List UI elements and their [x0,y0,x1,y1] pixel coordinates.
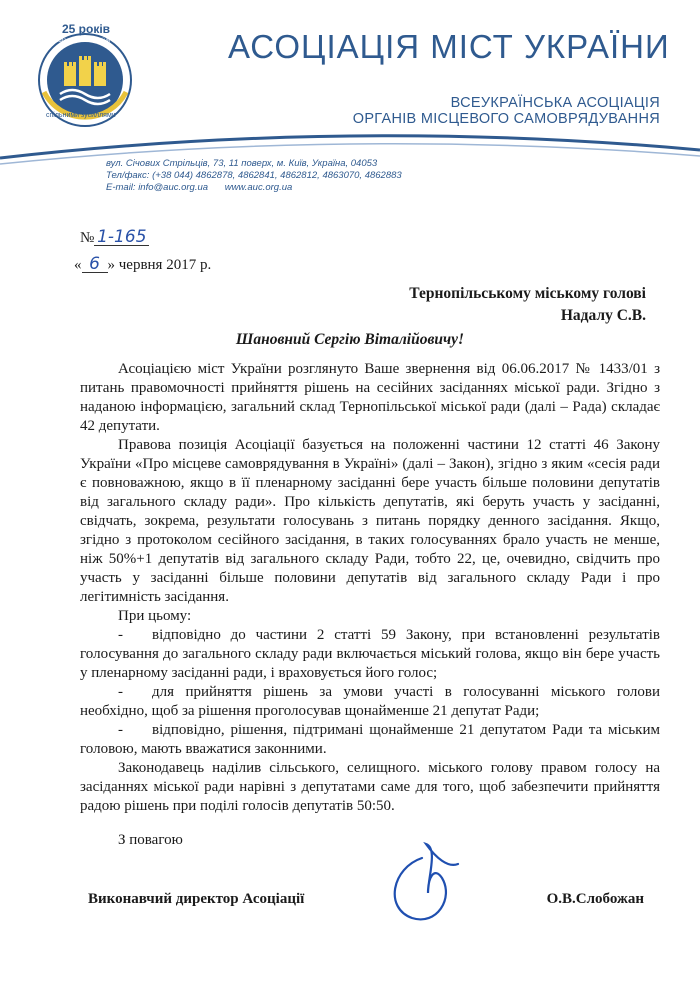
date-month-year: » червня 2017 р. [107,257,212,273]
paragraph-2: Правова позиція Асоціації базується на положенні частини 12 статті 46 Закону України «Про місцеве самоврядування в Україні» (далі – Закон), згідно з яким «сесія ради є повноважною, якщо в її пленарному засіданні бере участь більше половини депутатів від загального складу ради». Про кількість депутатів, які беруть участь у засіданні, свідчать, зокрема, результати голосувань з питань порядку денного засідання. Якщо, згідно з протоколом сесійного засідання, в таких голосуваннях брало участь не менше, ніж 50%+1 депутатів від загального складу Ради, тобто 22, це, очевидно, свідчить про участь у засіданні більше половини депутатів від загального складу Ради і про легітимність засідання. [80,437,660,605]
recipient-block [409,283,646,327]
handwritten-signature [382,838,472,928]
address: вул. Січових Стрільців, 73, 11 поверх, м. Київ, Україна, 04053 [106,158,378,169]
recipient-name: Надалу С.В. [560,307,646,324]
website-link[interactable]: www.auc.org.ua [224,182,293,193]
phone-fax: Тел/факс: (+38 044) 4862878, 4862841, 4862812, 4863070, 4862883 [106,170,402,181]
paragraph-4: Законодавець наділив сільського, селищного. міського голову правом голосу на засіданнях міської ради нарівні з депутатами саме для того, щоб забезпечити прийняття радою рішень при поділі голосів депутатів 50:50. [80,760,660,814]
handwritten-day: 6 [82,257,108,273]
bullet-text-1: відповідно до частини 2 статті 59 Закону, при встановленні результатів голосування до загального складу ради включається міський голова, якщо він бере участь у пленарному засіданні ради, і враховується його голос; [80,627,660,681]
bullet-dash: - [118,722,123,738]
bullet-list [80,626,660,759]
bullet-dash: - [118,684,123,700]
organization-subtitle-line-2: ОРГАНІВ МІСЦЕВОГО САМОВРЯДУВАННЯ [352,111,660,127]
organization-name: АСОЦІАЦІЯ МІСТ УКРАЇНИ [228,28,670,65]
organization-subtitle [353,95,660,127]
paragraph-1: Асоціацією міст України розглянуто Ваше звернення від 06.06.2017 № 1433/01 з питань правомочності прийняття рішень на сесійних засіданнях міської ради. Згідно з наданою інформацією, загальний склад Тернопільської міської ради (далі – Рада) складає 42 депутати. [80,361,660,434]
logo-anniversary-text: 25 років [62,22,111,36]
date-open-quote: « [74,257,82,273]
bullet-item-2 [80,683,660,721]
reference-number [80,227,149,247]
bullet-item-1 [80,626,660,683]
closing-phrase: З повагою [118,832,183,848]
bullet-item-3 [80,721,660,759]
letter-body [80,360,660,816]
bullet-text-2: для прийняття рішень за умови участі в голосуванні міського голови необхідно, щоб за рішення проголосував щонайменше 21 депутат Ради; [80,684,660,719]
email-link[interactable]: E-mail: info@auc.org.ua [106,182,209,193]
recipient-position: Тернопільському міському голові [409,285,646,302]
contact-block [106,158,402,194]
salutation: Шановний Сергію Віталійовичу! [235,331,465,348]
letter-date [74,254,212,274]
signer-title: Виконавчий директор Асоціації [88,891,305,907]
paragraph-3: При цьому: [118,608,192,624]
handwritten-number: 1-165 [94,230,149,246]
bullet-text-3: відповідно, рішення, підтримані щонайменше 21 депутатом Ради та міським головою, мають вважатися законними. [80,722,660,757]
number-sign: № [80,230,95,246]
logo-ring-text: Асоціація міст України [48,38,111,44]
organization-subtitle-line-1: ВСЕУКРАЇНСЬКА АСОЦІАЦІЯ [450,95,660,111]
signer-name: О.В.Слобожан [546,891,644,907]
bullet-dash: - [118,627,123,643]
logo-motto-text: спільними зусиллями [46,112,116,119]
